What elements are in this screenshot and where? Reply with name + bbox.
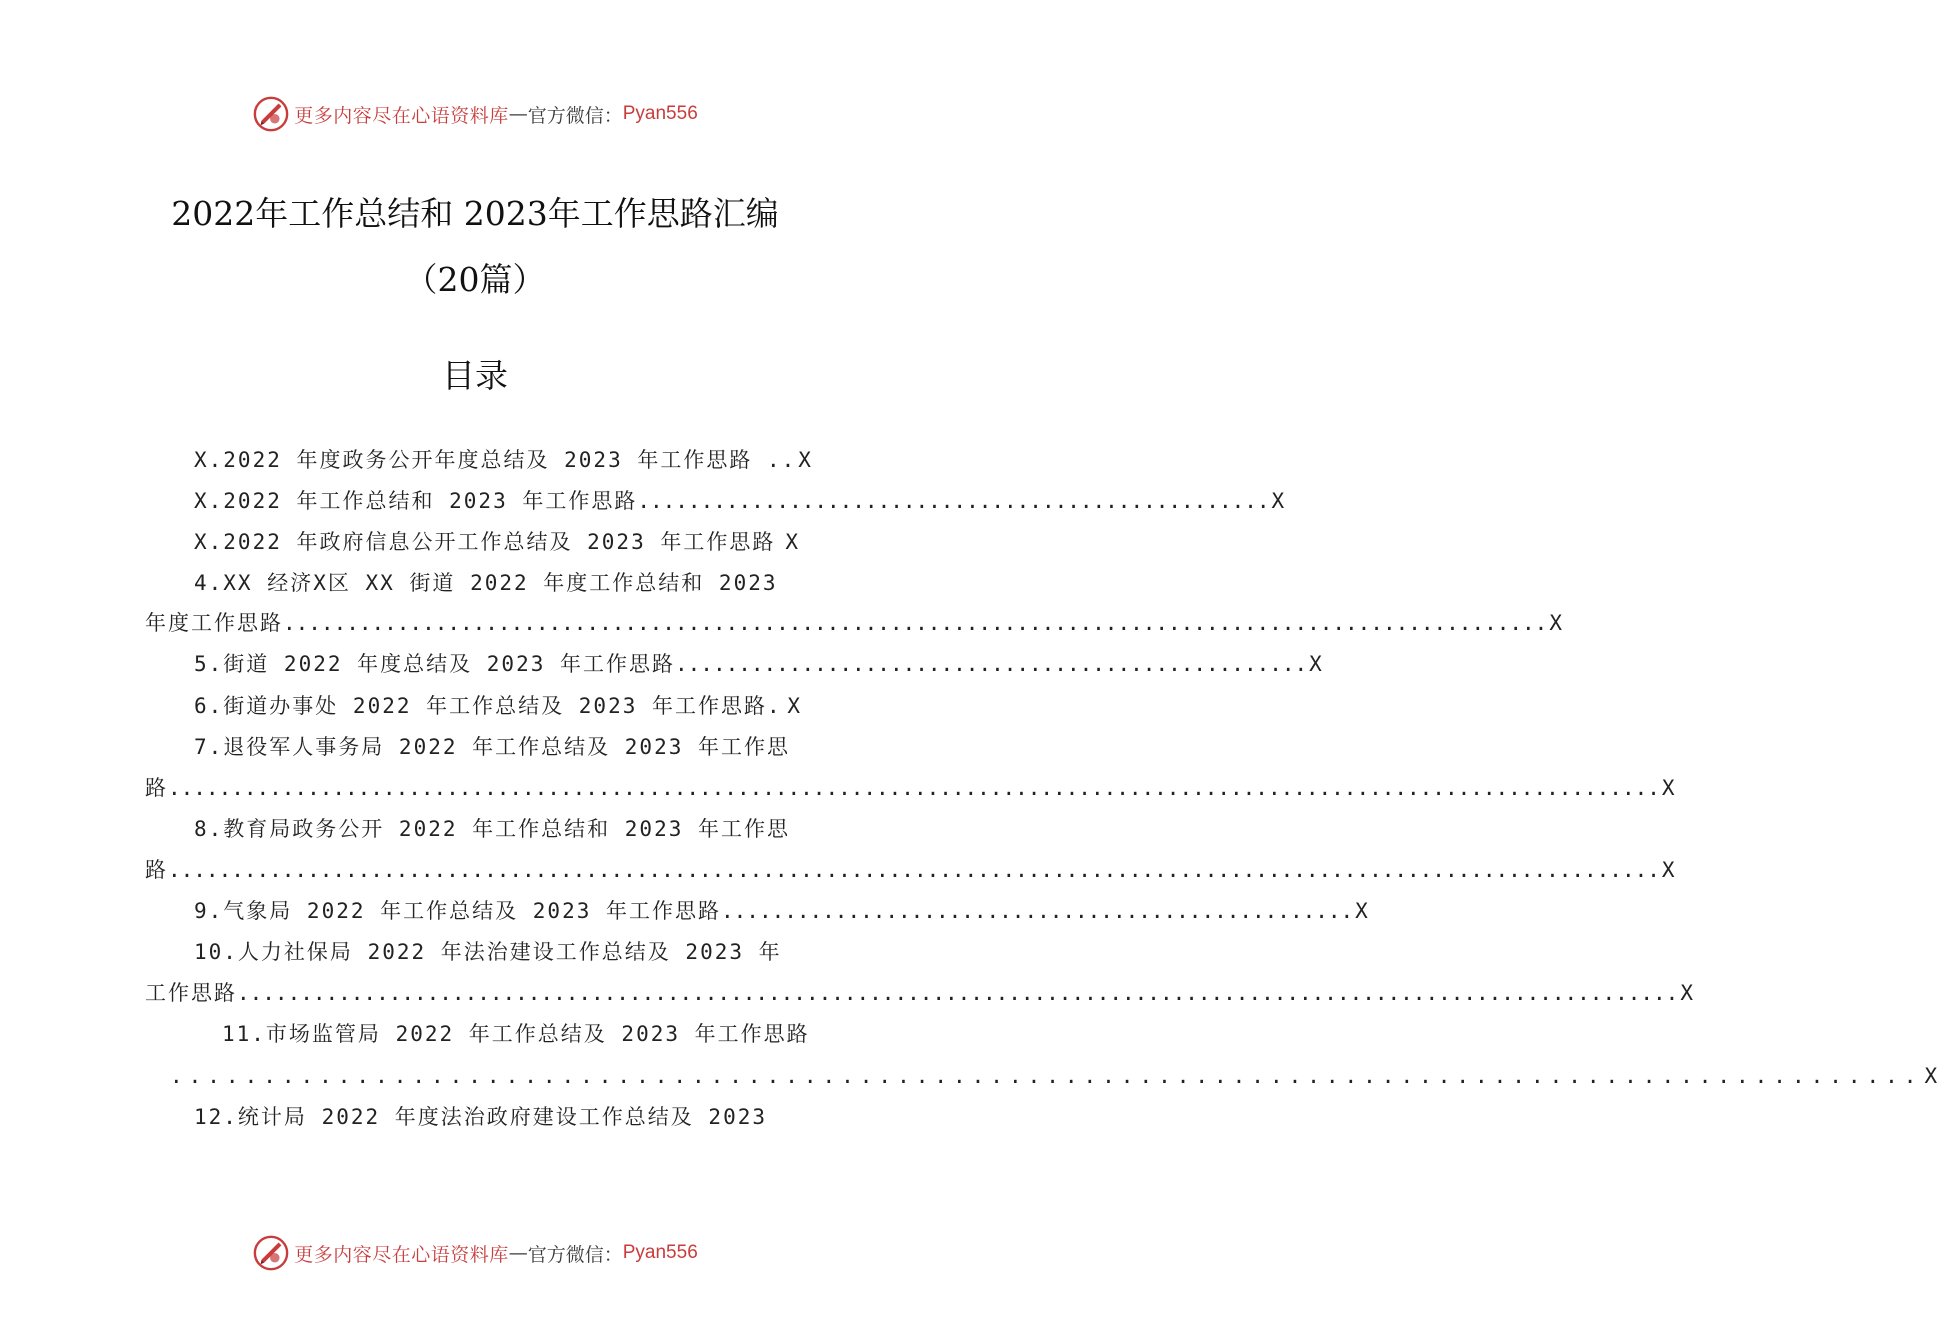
footer-banner: [0, 1231, 950, 1275]
toc-entry-title: X.2022 年度政务公开年度总结及 2023 年工作思路 ..: [194, 448, 797, 472]
toc-entry-page: X: [1680, 981, 1693, 1005]
toc-entry[interactable]: [222, 1019, 812, 1049]
banner-slogan: 更多内容尽在心语资料库: [294, 104, 509, 127]
toc-entry-page: X: [787, 694, 800, 718]
toc-leader: ..............................................................................................: [170, 1064, 1923, 1088]
toc-entry-page: X: [1661, 776, 1675, 800]
toc-entry[interactable]: [194, 691, 800, 721]
toc-entry-title: 路: [145, 776, 168, 800]
toc-entry-title: 4.XX 经济X区 XX 街道 2022 年度工作总结和 2023: [194, 571, 778, 595]
toc-entry[interactable]: [194, 649, 1322, 679]
toc-entry[interactable]: [194, 486, 1285, 516]
toc-entry[interactable]: [194, 732, 794, 762]
toc-leader: ....................................................................................................: [283, 611, 1548, 635]
toc-entry-page: X: [1309, 652, 1322, 676]
toc-entry-title: 工作思路: [145, 981, 237, 1005]
toc-entry[interactable]: [194, 445, 811, 475]
toc-entry-continuation[interactable]: [170, 1061, 1937, 1091]
banner-wechat-label: 官方微信：: [527, 104, 623, 127]
toc-leader: ..................................................................................................................: [237, 981, 1679, 1005]
banner-separator: —: [508, 1242, 528, 1264]
toc-entry[interactable]: [194, 568, 794, 598]
logo-icon: [252, 95, 290, 133]
toc-entry[interactable]: [194, 527, 798, 557]
toc-entry-page: X: [1549, 611, 1562, 635]
toc-entry-title: 路: [145, 858, 168, 882]
banner-separator: —: [508, 103, 528, 125]
toc-heading: 目录: [442, 356, 508, 395]
banner-wechat-label: 官方微信：: [527, 1243, 623, 1266]
toc-entry-title: 7.退役军人事务局 2022 年工作总结及 2023 年工作思: [194, 735, 791, 759]
toc-leader: ..................................................: [675, 652, 1308, 676]
toc-entry-page: X: [1271, 489, 1285, 513]
banner-wechat-id: Pyan556: [622, 1242, 698, 1263]
toc-entry[interactable]: [194, 937, 794, 967]
toc-entry[interactable]: [194, 1102, 808, 1132]
document-subtitle: （20篇）: [404, 260, 546, 299]
banner-wechat-id: Pyan556: [622, 103, 698, 124]
toc-entry-title: 8.教育局政务公开 2022 年工作总结和 2023 年工作思: [194, 817, 791, 841]
toc-entry-title: 12.统计局 2022 年度法治政府建设工作总结及 2023: [194, 1105, 768, 1129]
toc-entry[interactable]: [194, 896, 1368, 926]
toc-entry-title: X.2022 年政府信息公开工作总结及 2023 年工作思路: [194, 530, 776, 554]
toc-leader: ......................................................................................................................: [168, 776, 1660, 800]
toc-entry-title: 11.市场监管局 2022 年工作总结及 2023 年工作思路: [222, 1022, 810, 1046]
toc-entry-page: X: [798, 448, 811, 472]
toc-entry-title: 5.街道 2022 年度总结及 2023 年工作思路: [194, 652, 676, 676]
toc-entry-title: 10.人力社保局 2022 年法治建设工作总结及 2023 年: [194, 940, 782, 964]
toc-entry[interactable]: [194, 814, 794, 844]
header-banner: [0, 92, 950, 136]
toc-leader: ..................................................: [637, 489, 1270, 513]
toc-entry-continuation[interactable]: [145, 855, 1675, 885]
toc-entry-title: X.2022 年工作总结和 2023 年工作思路: [194, 489, 638, 513]
toc-entry-page: X: [1924, 1064, 1937, 1088]
toc-entry-title: 6.街道办事处 2022 年工作总结及 2023 年工作思路.: [194, 694, 782, 718]
logo-icon: [252, 1234, 290, 1272]
toc-entry-continuation[interactable]: [145, 773, 1675, 803]
toc-leader: ..................................................: [721, 899, 1354, 923]
document-title: 2022年工作总结和 2023年工作思路汇编: [171, 194, 779, 233]
toc-entry-page: X: [1355, 899, 1368, 923]
toc-leader: ......................................................................................................................: [168, 858, 1660, 882]
toc-entry-page: X: [785, 530, 798, 554]
toc-entry-continuation[interactable]: [145, 608, 1562, 638]
toc-entry-continuation[interactable]: [145, 978, 1693, 1008]
banner-slogan: 更多内容尽在心语资料库: [294, 1243, 509, 1266]
toc-entry-title: 年度工作思路: [145, 611, 283, 635]
toc-entry-title: 9.气象局 2022 年工作总结及 2023 年工作思路: [194, 899, 722, 923]
toc-entry-page: X: [1661, 858, 1675, 882]
